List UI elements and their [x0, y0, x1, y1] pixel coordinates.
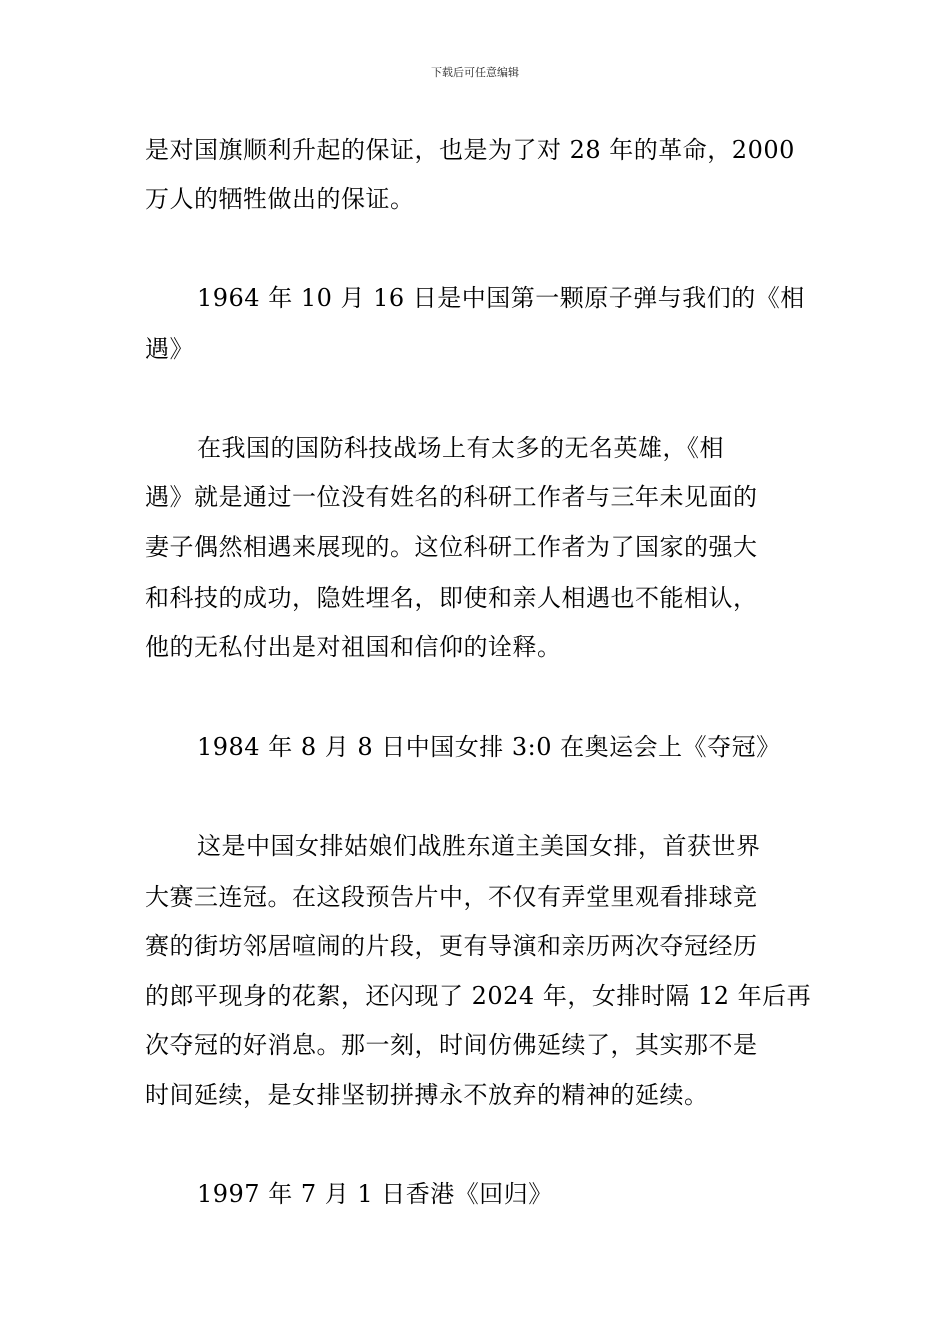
text-line: 1964 年 10 月 16 日是中国第一颗原子弹与我们的《相: [197, 284, 805, 312]
text-line: 时间延续，是女排坚韧拼搏永不放弃的精神的延续。: [145, 1081, 709, 1109]
text-line: 妻子偶然相遇来展现的。这位科研工作者为了国家的强大: [145, 533, 758, 561]
text-line: 在我国的国防科技战场上有太多的无名英雄，《相: [197, 434, 724, 462]
text-line: 1984 年 8 月 8 日中国女排 3:0 在奥运会上《夺冠》: [197, 733, 781, 761]
text-line: 他的无私付出是对祖国和信仰的诠释。: [145, 633, 562, 661]
text-line: 万人的牺牲做出的保证。: [145, 185, 415, 213]
text-line: 和科技的成功，隐姓埋名，即使和亲人相遇也不能相认，: [145, 584, 758, 612]
text-line: 大赛三连冠。在这段预告片中，不仅有弄堂里观看排球竞: [145, 883, 758, 911]
text-line: 1997 年 7 月 1 日香港《回归》: [197, 1180, 553, 1208]
page-header: 下载后可任意编辑: [431, 66, 519, 79]
text-line: 次夺冠的好消息。那一刻，时间仿佛延续了，其实那不是: [145, 1031, 758, 1059]
text-line: 的郎平现身的花絮，还闪现了 2024 年，女排时隔 12 年后再: [145, 982, 812, 1010]
text-line: 赛的街坊邻居喧闹的片段，更有导演和亲历两次夺冠经历: [145, 932, 758, 960]
text-line: 是对国旗顺利升起的保证，也是为了对 28 年的革命，2000: [145, 136, 795, 164]
text-line: 这是中国女排姑娘们战胜东道主美国女排，首获世界: [197, 832, 761, 860]
text-line: 遇》: [145, 335, 194, 363]
text-line: 遇》就是通过一位没有姓名的科研工作者与三年未见面的: [145, 483, 758, 511]
